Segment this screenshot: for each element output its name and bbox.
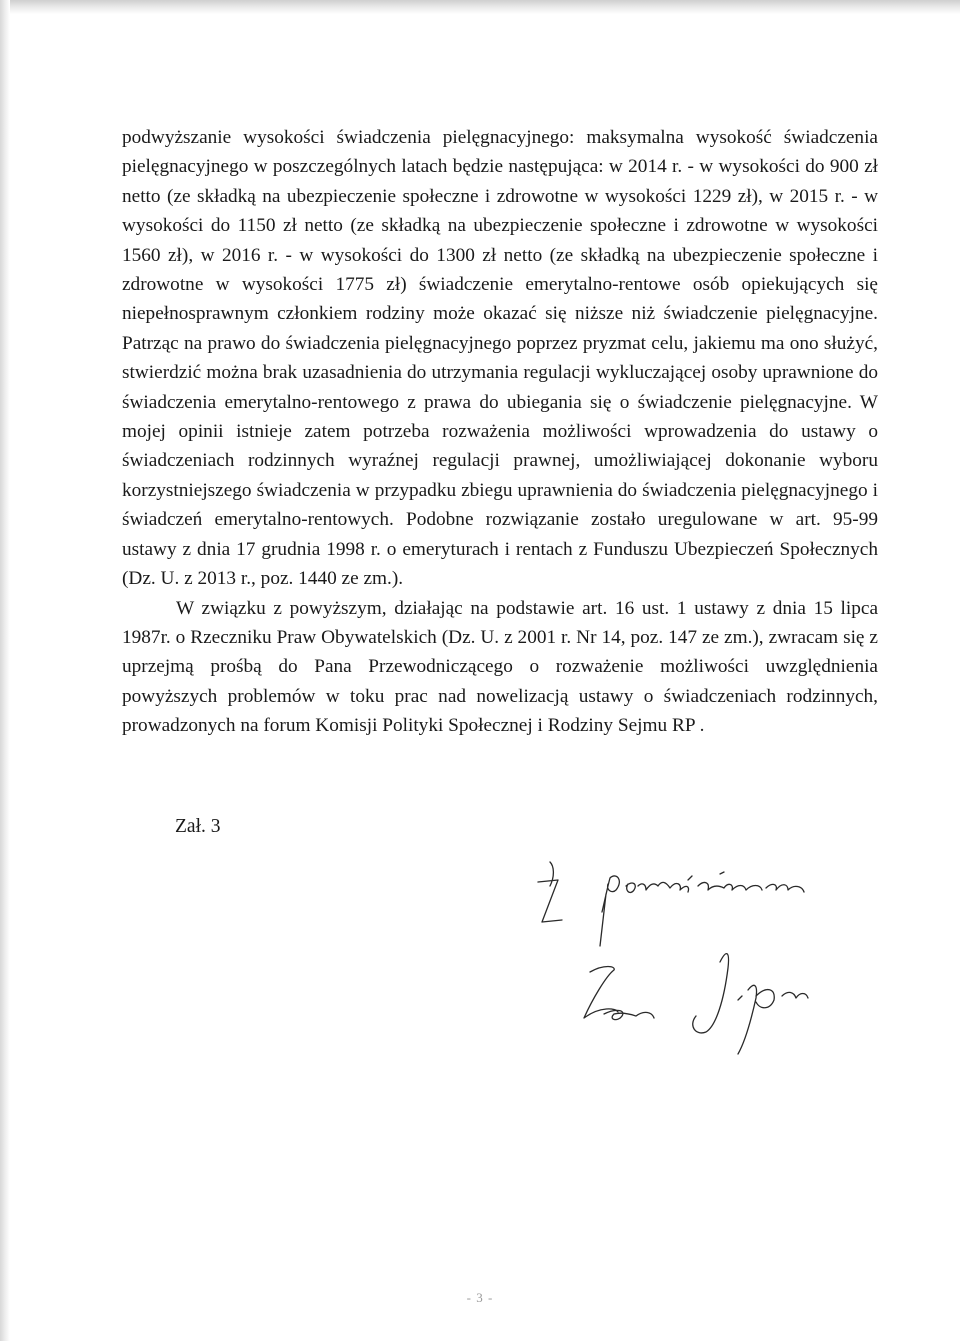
page-number: - 3 - (466, 1290, 494, 1305)
document-body (122, 123, 878, 741)
closing-paragraph: W związku z powyższym, działając na podstawie art. 16 ust. 1 ustawy z dnia 15 lipca 1987r. o Rzeczniku Praw Obywatelskich (Dz. U. z 2001 r. Nr 14, poz. 147 ze zm.), zwracam się z uprzejmą prośbą do Pana Przewodniczącego o rozważenie możliwości uwzględnienia powyższych problemów w toku prac nad nowelizacją ustawy o świadczeniach rodzinnych, prowadzonych na forum Komisji Polityki Społecznej i Rodziny Sejmu RP . (122, 597, 878, 737)
scan-edge-top (0, 0, 960, 14)
attachments-note: Zał. 3 (175, 816, 221, 837)
body-paragraph: podwyższanie wysokości świadczenia pielęgnacyjnego: maksymalna wysokość świadczenia pielęgnacyjnego w poszczególnych latach będzie następująca: w 2014 r. - w wysokości do 900 zł netto (ze składką na ubezpieczenie społeczne i zdrowotne w wysokości 1229 zł), w 2015 r. - w wysokości do 1150 zł netto (ze składką na ubezpieczenie społeczne i zdrowotne w wysokości 1560 zł), w 2016 r. - w wysokości do 1300 zł netto (ze składką na ubezpieczenie społeczne i zdrowotne w wysokości 1775 zł) świadczenie emerytalno-rentowe osób opiekujących się niepełnosprawnym członkiem rodziny może okazać się niższe niż świadczenie pielęgnacyjne. Patrząc na prawo do świadczenia pielęgnacyjnego poprzez pryzmat celu, jakiemu ma ono służyć, stwierdzić można brak uzasadnienia do utrzymania regulacji wykluczającej osoby uprawnione do świadczenia emerytalno-rentowego z prawa do ubiegania się o świadczenie pielęgnacyjne. W mojej opinii istnieje zatem potrzeba rozważenia możliwości wprowadzenia do ustawy o świadczeniach rodzinnych wyraźnej regulacji prawnej, umożliwiającej dokonanie wyboru korzystniejszego świadczenia w przypadku zbiegu uprawnienia do świadczenia pielęgnacyjnego i świadczeń emerytalno-rentowych. Podobne rozwiązanie zostało uregulowane w art. 95-99 ustawy z dnia 17 grudnia 1998 r. o emeryturach i rentach z Funduszu Ubezpieczeń Społecznych (Dz. U. z 2013 r., poz. 1440 ze zm.). (122, 127, 878, 590)
scan-edge-left (0, 0, 10, 1341)
handwritten-signature (520, 850, 900, 1080)
